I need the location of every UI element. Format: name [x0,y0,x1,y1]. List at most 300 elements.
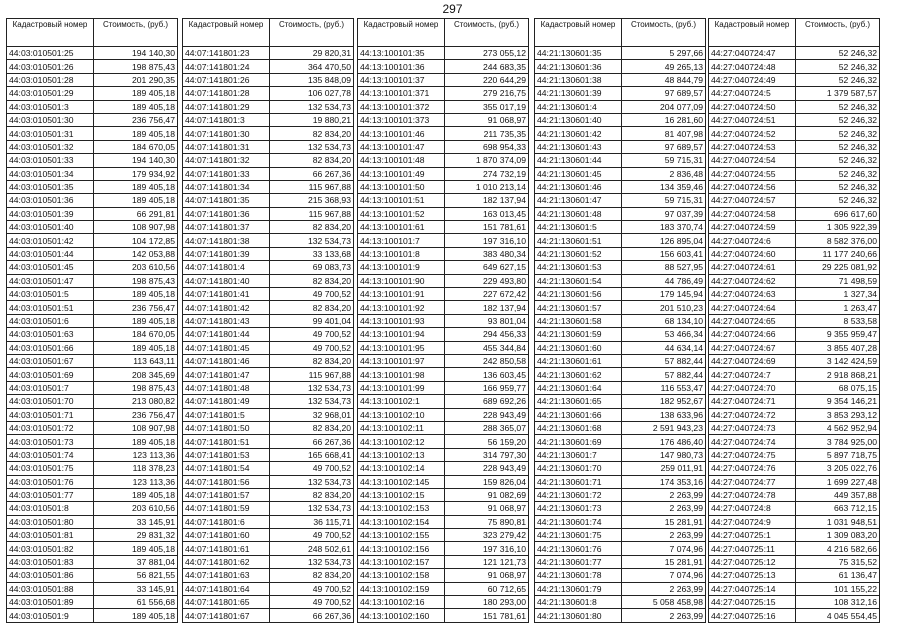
table-row [535,475,706,488]
cadastral-number-cell: 44:13:100102:13 [358,448,445,461]
table-row [183,582,354,595]
cadastral-number-cell: 44:07:141801:45 [183,341,270,354]
table-row [183,127,354,140]
cadastral-number-cell: 44:07:141801:60 [183,529,270,542]
cost-cell: 3 855 407,28 [796,341,880,354]
cadastral-number-cell: 44:13:100101:37 [358,73,445,86]
cost-cell: 52 246,32 [796,47,880,60]
table-row [709,314,880,327]
table-row [7,515,178,528]
cadastral-number-cell: 44:13:100102:154 [358,515,445,528]
table-row [709,221,880,234]
cadastral-number-cell: 44:03:010501:33 [7,154,94,167]
table-row [709,475,880,488]
cadastral-number-cell: 44:03:010501:70 [7,395,94,408]
cost-cell: 52 246,32 [796,167,880,180]
cost-cell: 36 115,71 [270,515,354,528]
cadastral-number-cell: 44:21:130601:48 [535,207,622,220]
table-row [535,395,706,408]
cadastral-number-cell: 44:07:141801:50 [183,421,270,434]
cadastral-number-cell: 44:13:100102:145 [358,475,445,488]
table-row [535,113,706,126]
table-row [709,555,880,568]
cadastral-number-cell: 44:27:040724:5 [709,87,796,100]
cadastral-number-cell: 44:07:141801:30 [183,127,270,140]
cadastral-number-cell: 44:21:130601:68 [535,421,622,434]
cost-cell: 163 013,45 [445,207,529,220]
cost-cell: 314 797,30 [445,448,529,461]
table-row [709,421,880,434]
cadastral-number-cell: 44:27:040724:56 [709,180,796,193]
cadastral-number-cell: 44:13:100101:48 [358,154,445,167]
cadastral-table-4 [534,18,706,623]
cost-cell: 33 145,91 [94,515,178,528]
cost-cell: 5 297,66 [622,47,706,60]
cost-cell: 134 359,46 [622,180,706,193]
cadastral-number-cell: 44:03:010501:83 [7,555,94,568]
cadastral-number-cell: 44:03:010501:75 [7,462,94,475]
cadastral-number-cell: 44:27:040724:7 [709,368,796,381]
cost-cell: 29 225 081,92 [796,261,880,274]
cost-cell: 294 456,33 [445,328,529,341]
table-row [183,395,354,408]
table-row [7,529,178,542]
table-row [183,368,354,381]
cost-cell: 9 354 146,21 [796,395,880,408]
cost-cell: 182 952,67 [622,395,706,408]
cadastral-number-cell: 44:13:100101:97 [358,354,445,367]
cost-cell: 57 882,44 [622,354,706,367]
table-row [535,555,706,568]
cadastral-number-cell: 44:27:040724:9 [709,515,796,528]
cost-cell: 108 312,16 [796,596,880,609]
cost-cell: 208 345,69 [94,368,178,381]
cost-cell: 8 533,58 [796,314,880,327]
cost-cell: 183 370,74 [622,221,706,234]
table-row [7,502,178,515]
cadastral-number-cell: 44:27:040724:49 [709,73,796,86]
cadastral-number-cell: 44:03:010501:28 [7,73,94,86]
cadastral-number-cell: 44:13:100101:98 [358,368,445,381]
cost-cell: 288 365,07 [445,421,529,434]
cadastral-number-cell: 44:13:100101:47 [358,140,445,153]
table-row [709,368,880,381]
table-row [535,328,706,341]
table-row [709,395,880,408]
cadastral-number-cell: 44:21:130601:71 [535,475,622,488]
cost-cell: 115 967,88 [270,368,354,381]
table-row [358,341,529,354]
cadastral-number-cell: 44:07:141801:24 [183,60,270,73]
cadastral-number-cell: 44:07:141801:26 [183,73,270,86]
cadastral-number-cell: 44:03:010501:44 [7,247,94,260]
cadastral-number-cell: 44:21:130601:38 [535,73,622,86]
cadastral-number-cell: 44:07:141801:38 [183,234,270,247]
cadastral-number-cell: 44:21:130601:80 [535,609,622,622]
cost-cell: 236 756,47 [94,301,178,314]
cost-cell: 97 689,57 [622,140,706,153]
cadastral-number-cell: 44:13:100101:46 [358,127,445,140]
cadastral-number-cell: 44:21:130601:65 [535,395,622,408]
cost-cell: 1 263,47 [796,301,880,314]
cadastral-number-cell: 44:07:141801:62 [183,555,270,568]
table-row [358,301,529,314]
table-row [358,395,529,408]
cadastral-number-cell: 44:13:100102:157 [358,555,445,568]
cost-cell: 132 534,73 [270,100,354,113]
table-row [358,569,529,582]
cadastral-number-cell: 44:13:100101:36 [358,60,445,73]
cadastral-number-cell: 44:03:010501:51 [7,301,94,314]
cadastral-number-cell: 44:13:100101:372 [358,100,445,113]
cadastral-number-cell: 44:21:130601:59 [535,328,622,341]
table-row [358,113,529,126]
cost-cell: 52 246,32 [796,154,880,167]
header-cost: Стоимость, (руб.) [270,19,354,47]
cost-cell: 91 068,97 [445,113,529,126]
table-row [535,421,706,434]
table-row [535,167,706,180]
cadastral-number-cell: 44:27:040724:8 [709,502,796,515]
cost-cell: 198 875,43 [94,381,178,394]
table-row [709,301,880,314]
table-row [535,73,706,86]
table-header-row [358,19,529,47]
table-row [709,408,880,421]
table-row [709,113,880,126]
cadastral-number-cell: 44:13:100101:8 [358,247,445,260]
table-header-row [535,19,706,47]
cost-cell: 33 133,68 [270,247,354,260]
cadastral-number-cell: 44:21:130601:42 [535,127,622,140]
cadastral-number-cell: 44:27:040724:54 [709,154,796,167]
table-row [358,73,529,86]
cadastral-number-cell: 44:07:141801:48 [183,381,270,394]
cost-cell: 649 627,15 [445,261,529,274]
table-row [358,354,529,367]
table-row [358,448,529,461]
cadastral-number-cell: 44:21:130601:78 [535,569,622,582]
cadastral-number-cell: 44:27:040724:48 [709,60,796,73]
cadastral-number-cell: 44:21:130601:73 [535,502,622,515]
cadastral-number-cell: 44:13:100101:92 [358,301,445,314]
cost-cell: 138 633,96 [622,408,706,421]
cadastral-number-cell: 44:03:010501:73 [7,435,94,448]
cost-cell: 97 689,57 [622,87,706,100]
cost-cell: 52 246,32 [796,73,880,86]
table-row [535,261,706,274]
cost-cell: 75 315,52 [796,555,880,568]
table-row [535,435,706,448]
table-row [709,167,880,180]
cost-cell: 52 246,32 [796,194,880,207]
cost-cell: 82 834,20 [270,421,354,434]
cadastral-number-cell: 44:03:010501:86 [7,569,94,582]
cost-cell: 215 368,93 [270,194,354,207]
cost-cell: 53 466,34 [622,328,706,341]
cost-cell: 57 882,44 [622,368,706,381]
table-row [709,274,880,287]
cadastral-number-cell: 44:13:100102:159 [358,582,445,595]
cadastral-number-cell: 44:07:141801:31 [183,140,270,153]
cost-cell: 5 897 718,75 [796,448,880,461]
table-row [709,529,880,542]
cost-cell: 3 205 022,76 [796,462,880,475]
cost-cell: 180 293,00 [445,596,529,609]
cadastral-number-cell: 44:07:141801:51 [183,435,270,448]
table-row [358,194,529,207]
table-row [535,127,706,140]
table-row [183,87,354,100]
cost-cell: 2 263,99 [622,582,706,595]
table-row [7,113,178,126]
table-row [183,502,354,515]
table-row [183,100,354,113]
table-row [358,328,529,341]
header-cadastral-number: Кадастровый номер [183,19,270,47]
table-row [535,354,706,367]
cost-cell: 126 895,04 [622,234,706,247]
cost-cell: 135 848,09 [270,73,354,86]
cost-cell: 455 344,84 [445,341,529,354]
table-row [183,488,354,501]
cost-cell: 198 875,43 [94,60,178,73]
cost-cell: 121 121,73 [445,555,529,568]
cadastral-number-cell: 44:21:130601:66 [535,408,622,421]
cadastral-number-cell: 44:07:141801:34 [183,180,270,193]
table-row [7,354,178,367]
cost-cell: 189 405,18 [94,314,178,327]
cost-cell: 189 405,18 [94,87,178,100]
cadastral-number-cell: 44:13:100101:50 [358,180,445,193]
table-row [535,542,706,555]
cadastral-number-cell: 44:13:100101:7 [358,234,445,247]
cadastral-number-cell: 44:13:100102:10 [358,408,445,421]
table-row [183,381,354,394]
cost-cell: 33 145,91 [94,582,178,595]
table-row [183,207,354,220]
table-row [7,328,178,341]
table-row [709,341,880,354]
cadastral-number-cell: 44:21:130601:60 [535,341,622,354]
cadastral-number-cell: 44:27:040724:77 [709,475,796,488]
cost-cell: 197 316,10 [445,542,529,555]
cost-cell: 1 870 374,09 [445,154,529,167]
table-row [7,421,178,434]
cost-cell: 244 683,35 [445,60,529,73]
cadastral-number-cell: 44:27:040724:65 [709,314,796,327]
cost-cell: 204 077,09 [622,100,706,113]
cadastral-number-cell: 44:27:040724:69 [709,354,796,367]
cost-cell: 1 309 083,20 [796,529,880,542]
cadastral-number-cell: 44:13:100102:158 [358,569,445,582]
cadastral-number-cell: 44:03:010501:74 [7,448,94,461]
cadastral-number-cell: 44:27:040724:73 [709,421,796,434]
table-row [7,596,178,609]
cost-cell: 2 836,48 [622,167,706,180]
table-row [709,261,880,274]
cadastral-number-cell: 44:27:040725:1 [709,529,796,542]
page-number: 297 [442,2,463,16]
table-row [358,582,529,595]
cost-cell: 1 379 587,57 [796,87,880,100]
cost-cell: 179 145,94 [622,288,706,301]
table-row [535,207,706,220]
cadastral-number-cell: 44:21:130601:57 [535,301,622,314]
table-row [183,408,354,421]
cadastral-number-cell: 44:13:100102:153 [358,502,445,515]
cost-cell: 52 246,32 [796,127,880,140]
cost-cell: 56 159,20 [445,435,529,448]
cost-cell: 59 715,31 [622,194,706,207]
header-cadastral-number: Кадастровый номер [709,19,796,47]
table-row [183,180,354,193]
cadastral-number-cell: 44:03:010501:71 [7,408,94,421]
cadastral-number-cell: 44:21:130601:56 [535,288,622,301]
table-row [183,435,354,448]
cadastral-number-cell: 44:03:010501:26 [7,60,94,73]
table-row [7,569,178,582]
cadastral-number-cell: 44:03:010501:3 [7,100,94,113]
cost-cell: 364 470,50 [270,60,354,73]
table-row [183,462,354,475]
cost-cell: 2 918 868,21 [796,368,880,381]
cost-cell: 189 405,18 [94,288,178,301]
table-row [358,127,529,140]
cost-cell: 66 267,36 [270,167,354,180]
cadastral-number-cell: 44:07:141801:46 [183,354,270,367]
cadastral-number-cell: 44:27:040724:55 [709,167,796,180]
table-row [7,408,178,421]
cadastral-number-cell: 44:27:040725:11 [709,542,796,555]
cadastral-number-cell: 44:07:141801:39 [183,247,270,260]
cost-cell: 56 821,55 [94,569,178,582]
cost-cell: 15 281,91 [622,515,706,528]
table-row [183,73,354,86]
cost-cell: 189 405,18 [94,341,178,354]
table-row [7,555,178,568]
cadastral-number-cell: 44:27:040724:59 [709,221,796,234]
cost-cell: 52 246,32 [796,180,880,193]
table-row [183,542,354,555]
cadastral-number-cell: 44:21:130601:39 [535,87,622,100]
cadastral-number-cell: 44:27:040724:50 [709,100,796,113]
cadastral-number-cell: 44:21:130601:8 [535,596,622,609]
cadastral-number-cell: 44:21:130601:35 [535,47,622,60]
cost-cell: 49 700,52 [270,328,354,341]
cadastral-number-cell: 44:21:130601:74 [535,515,622,528]
cadastral-number-cell: 44:13:100101:91 [358,288,445,301]
table-row [7,462,178,475]
cadastral-number-cell: 44:03:010501:69 [7,368,94,381]
cost-cell: 123 113,36 [94,448,178,461]
cost-cell: 81 407,98 [622,127,706,140]
table-row [535,314,706,327]
cost-cell: 97 037,39 [622,207,706,220]
cadastral-number-cell: 44:07:141801:64 [183,582,270,595]
table-row [535,288,706,301]
cost-cell: 156 603,41 [622,247,706,260]
cost-cell: 189 405,18 [94,194,178,207]
table-row [535,47,706,60]
cadastral-number-cell: 44:13:100101:99 [358,381,445,394]
table-row [358,502,529,515]
cadastral-number-cell: 44:13:100102:155 [358,529,445,542]
cadastral-number-cell: 44:07:141801:57 [183,488,270,501]
cost-cell: 198 875,43 [94,274,178,287]
cadastral-number-cell: 44:07:141801:29 [183,100,270,113]
cost-cell: 279 216,75 [445,87,529,100]
cadastral-number-cell: 44:21:130601:70 [535,462,622,475]
cadastral-number-cell: 44:27:040724:66 [709,328,796,341]
cadastral-number-cell: 44:27:040724:53 [709,140,796,153]
cost-cell: 4 562 952,94 [796,421,880,434]
cadastral-number-cell: 44:21:130601:46 [535,180,622,193]
table-row [535,569,706,582]
cost-cell: 19 880,21 [270,113,354,126]
table-row [183,47,354,60]
table-row [535,247,706,260]
table-row [709,462,880,475]
cadastral-number-cell: 44:21:130601:52 [535,247,622,260]
cadastral-number-cell: 44:13:100102:156 [358,542,445,555]
table-row [7,261,178,274]
cost-cell: 383 480,34 [445,247,529,260]
cadastral-number-cell: 44:03:010501:76 [7,475,94,488]
cadastral-number-cell: 44:27:040725:14 [709,582,796,595]
cost-cell: 182 137,94 [445,194,529,207]
cost-cell: 227 672,42 [445,288,529,301]
cost-cell: 82 834,20 [270,127,354,140]
table-row [709,515,880,528]
cadastral-number-cell: 44:13:100102:1 [358,395,445,408]
cost-cell: 1 305 922,39 [796,221,880,234]
cost-cell: 184 670,05 [94,140,178,153]
table-row [709,354,880,367]
table-row [709,328,880,341]
cadastral-number-cell: 44:03:010501:5 [7,288,94,301]
cadastral-number-cell: 44:27:040724:6 [709,234,796,247]
table-row [183,515,354,528]
table-row [535,448,706,461]
cadastral-number-cell: 44:07:141801:67 [183,609,270,622]
table-row [535,596,706,609]
cost-cell: 132 534,73 [270,234,354,247]
table-row [358,435,529,448]
cadastral-number-cell: 44:13:100102:14 [358,462,445,475]
table-row [7,167,178,180]
cost-cell: 7 074,96 [622,542,706,555]
table-row [535,341,706,354]
cadastral-number-cell: 44:27:040724:78 [709,488,796,501]
table-row [7,368,178,381]
table-row [358,261,529,274]
cost-cell: 151 781,61 [445,221,529,234]
cost-cell: 182 137,94 [445,301,529,314]
cadastral-number-cell: 44:03:010501:34 [7,167,94,180]
table-row [7,609,178,622]
cadastral-number-cell: 44:03:010501:88 [7,582,94,595]
table-row [358,515,529,528]
cadastral-number-cell: 44:13:100101:95 [358,341,445,354]
cost-cell: 49 700,52 [270,288,354,301]
table-row [709,100,880,113]
cost-cell: 44 786,49 [622,274,706,287]
cost-cell: 248 502,61 [270,542,354,555]
cost-cell: 49 700,52 [270,529,354,542]
cadastral-number-cell: 44:03:010501:89 [7,596,94,609]
cost-cell: 147 980,73 [622,448,706,461]
